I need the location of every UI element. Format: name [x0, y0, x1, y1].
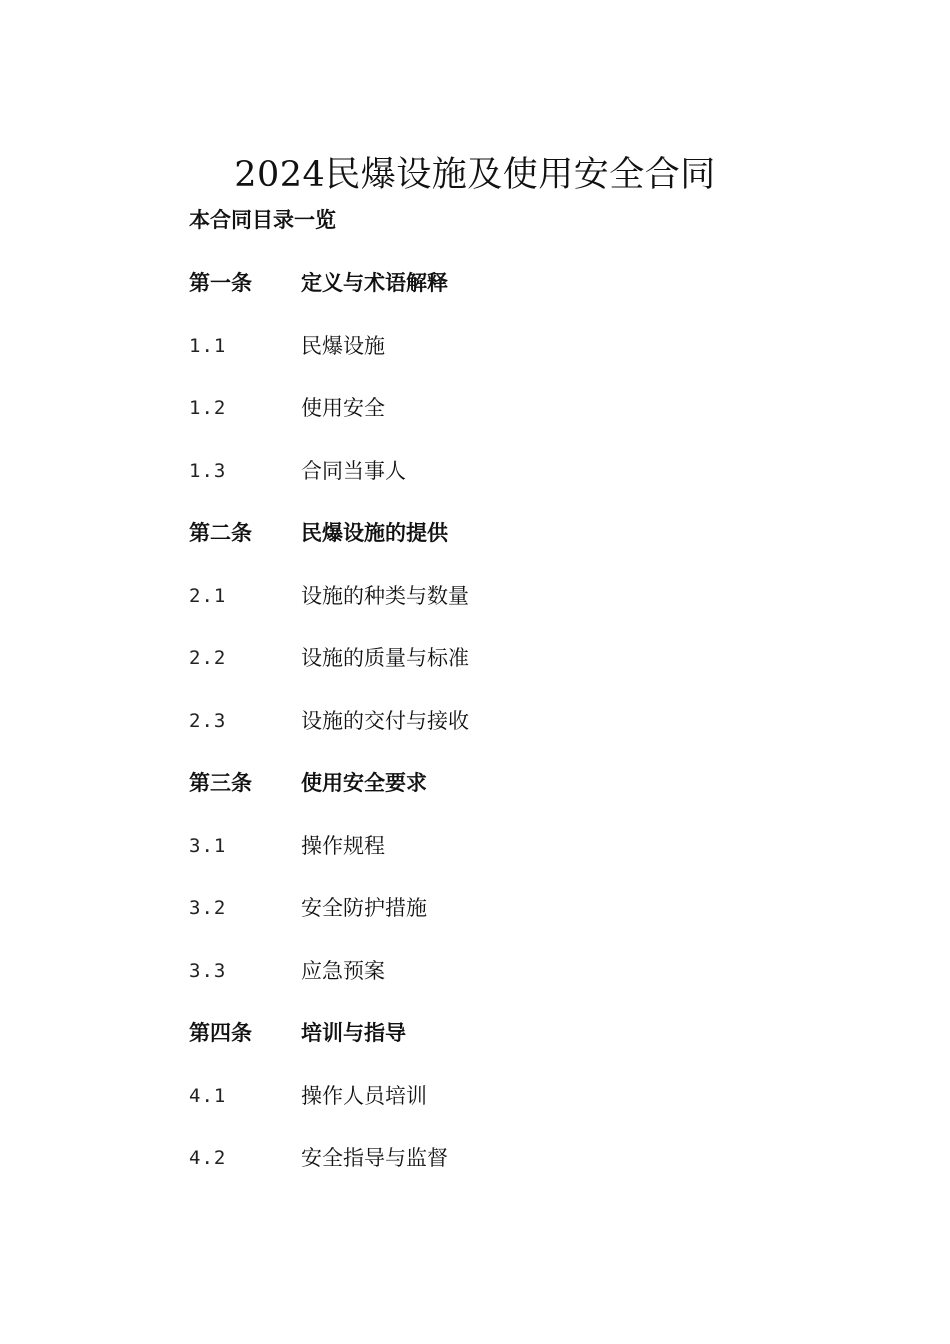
- toc-title: 合同当事人: [301, 458, 406, 483]
- toc-article-2: [189, 518, 469, 581]
- toc-title: 设施的种类与数量: [301, 583, 469, 608]
- toc-section-1-2: [189, 393, 469, 456]
- toc-number: 第一条: [189, 270, 252, 295]
- toc-section-3-1: [189, 831, 469, 894]
- toc-section-2-3: [189, 706, 469, 769]
- toc-title: 安全防护措施: [301, 896, 427, 920]
- toc-number: 1.1: [189, 334, 227, 357]
- document-title: 2024民爆设施及使用安全合同: [234, 155, 716, 196]
- toc-number: 2.1: [189, 584, 227, 607]
- toc-title: 操作人员培训: [301, 1083, 427, 1108]
- toc-title: 定义与术语解释: [301, 270, 448, 295]
- toc-number: 3.3: [189, 959, 227, 982]
- toc-number: 第三条: [189, 770, 252, 795]
- toc-number: 2.2: [189, 647, 227, 669]
- toc-section-1-1: [189, 331, 469, 394]
- toc-title: 民爆设施: [301, 333, 385, 358]
- toc-title: 设施的质量与标准: [301, 646, 469, 670]
- toc-number: 第四条: [189, 1020, 252, 1045]
- toc-number: 2.3: [189, 709, 227, 732]
- toc-article-4: [189, 1018, 469, 1081]
- toc-article-3: [189, 768, 469, 831]
- toc-title: 使用安全: [301, 396, 385, 420]
- toc-title: 应急预案: [301, 958, 385, 983]
- toc-section-3-2: [189, 893, 469, 956]
- toc-title: 安全指导与监督: [301, 1146, 448, 1170]
- toc-number: 4.2: [189, 1147, 227, 1169]
- toc-section-4-2: [189, 1143, 469, 1206]
- toc-number: 3.1: [189, 834, 227, 857]
- toc-title: 设施的交付与接收: [301, 708, 469, 733]
- toc-section-2-1: [189, 581, 469, 644]
- toc-section-1-3: [189, 456, 469, 519]
- toc-title: 民爆设施的提供: [301, 520, 448, 545]
- table-of-contents: [189, 268, 469, 1206]
- toc-number: 1.2: [189, 397, 227, 419]
- toc-number: 第二条: [189, 520, 252, 545]
- toc-article-1: [189, 268, 469, 331]
- toc-section-2-2: [189, 643, 469, 706]
- toc-section-4-1: [189, 1081, 469, 1144]
- toc-title: 操作规程: [301, 833, 385, 858]
- toc-title: 使用安全要求: [301, 770, 427, 795]
- toc-title: 培训与指导: [301, 1020, 406, 1045]
- toc-number: 4.1: [189, 1084, 227, 1107]
- toc-heading: 本合同目录一览: [189, 207, 336, 232]
- toc-number: 3.2: [189, 897, 227, 919]
- toc-section-3-3: [189, 956, 469, 1019]
- toc-number: 1.3: [189, 459, 227, 482]
